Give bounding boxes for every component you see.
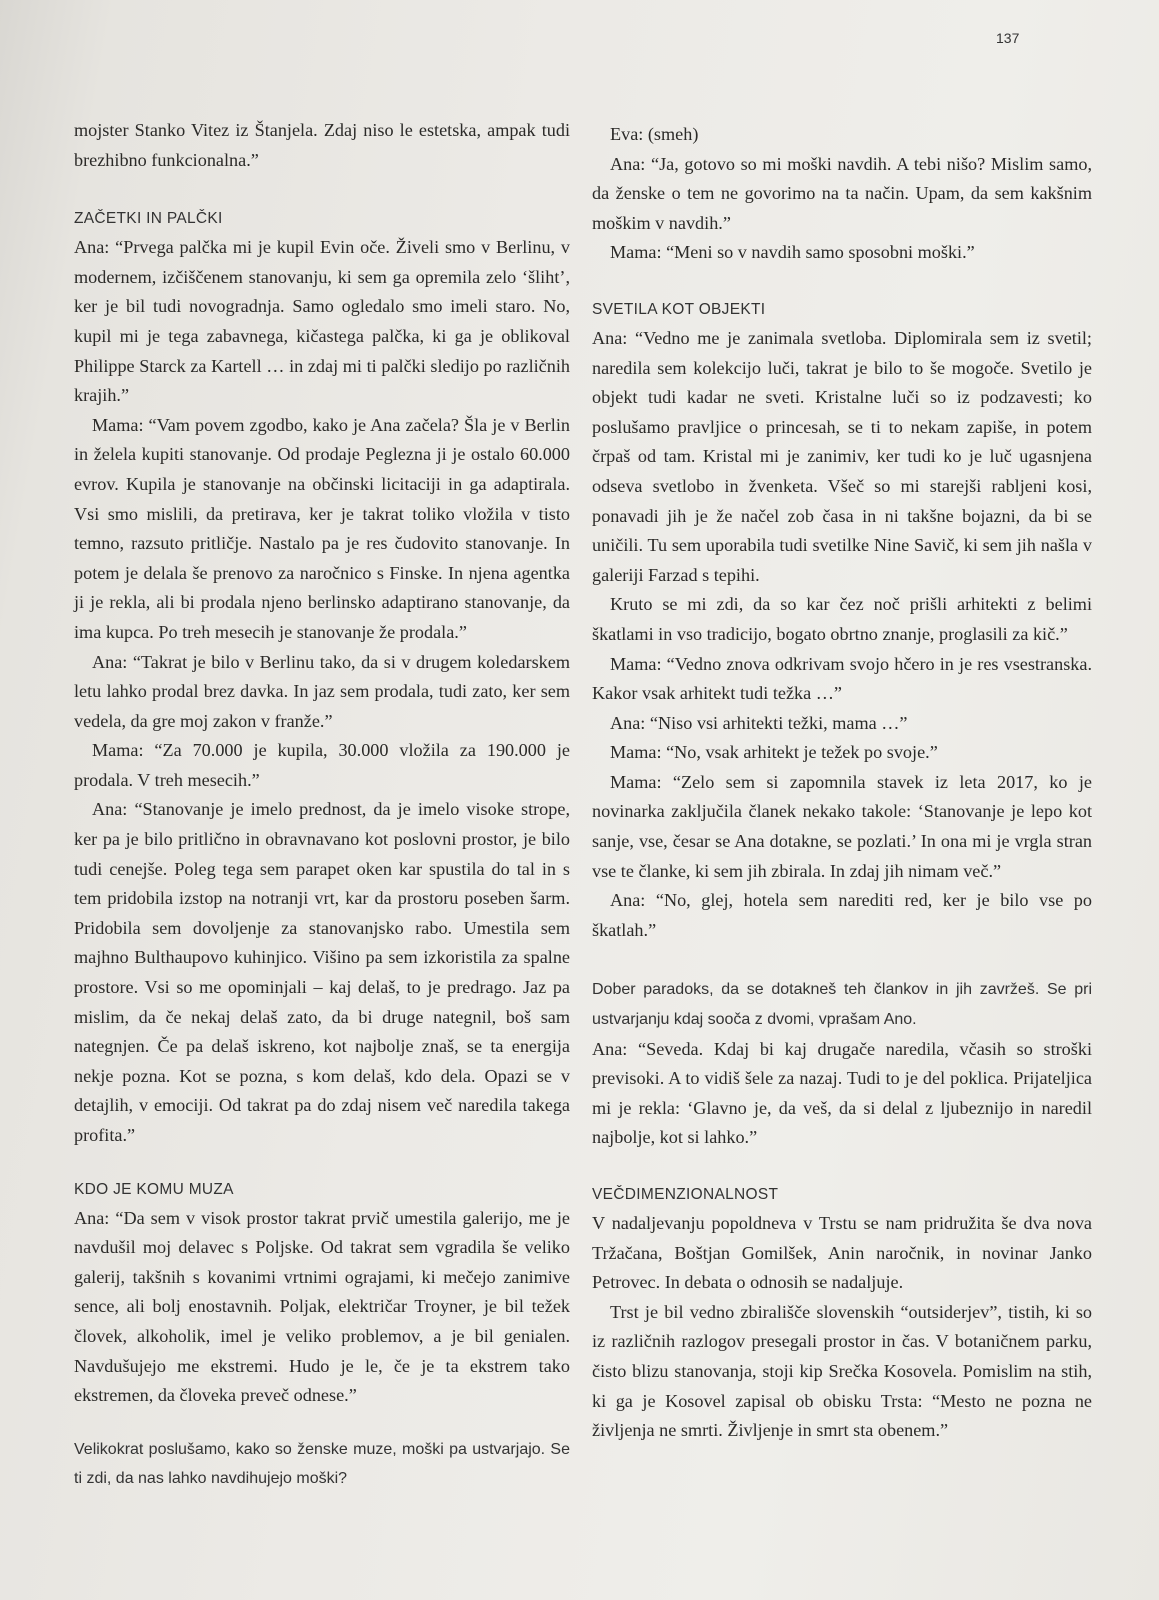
paragraph: Trst je bil vedno zbirališče slovenskih “outsiderjev”, tistih, ki so iz različnih razlogov presegali prostor in čas. V botaničnem parku, čisto blizu stanovanja, stoji kip Srečka Kosovela. Pomislim na stih, ki ga je Kosovel zapisal ob obisku Trsta: “Mesto ne pozna ne življenja ne smrti. Življenje in smrt sta obenem.” bbox=[592, 1301, 1092, 1441]
interview-question: Dober paradoks, da se dotakneš teh člankov in jih zavržeš. Se pri ustvarjanju kdaj sooča z dvomi, vprašam Ano. bbox=[592, 981, 1092, 1029]
page-number: 137 bbox=[996, 30, 1020, 46]
paragraph: Mama: “No, vsak arhitekt je težek po svoje.” bbox=[610, 742, 938, 763]
paragraph: Ana: “Niso vsi arhitekti težki, mama …” bbox=[610, 712, 908, 733]
paragraph: Ana: “Vedno me je zanimala svetloba. Diplomirala sem iz svetil; naredila sem kolekcijo luči, takrat je bilo to še mogoče. Svetilo je objekt tudi kadar ne sveti. Kristalne luči so iz podzavesti; ko poslušamo pravljice o princesah, se ti to nekam zapiše, in potem črpaš od tam. Kristal mi je zanimiv, ker tudi ko je luč ugasnjena odseva svetlobo in žvenketa. Všeč so mi starejši rabljeni kosi, ponavadi jih je že načel zob časa in ni takšne bojazni, da bi se uničili. Tu sem uporabila tudi svetilke Nine Savič, ki sem jih našla v galeriji Farzad s tepihi. bbox=[592, 327, 1092, 585]
paragraph: Mama: “Vam povem zgodbo, kako je Ana začela? Šla je v Berlin in želela kupiti stanovanje. Od prodaje Peglezna ji je ostalo 60.000 evrov. Kupila je stanovanje na občinski licitaciji in ga adaptirala. Vsi smo mislili, da pretirava, ker je takrat toliko vložila v tisto temno, razsuto pritličje. Nastalo pa je res čudovito stanovanje. In potem je delala še prenovo za naročnico s Finske. In njena agentka ji je rekla, ali bi prodala njeno berlinsko adaptirano stanovanje, da ima kupca. Po treh mesecih je stanovanje že prodala.” bbox=[74, 414, 570, 642]
interview-question: Velikokrat poslušamo, kako so ženske muze, moški pa ustvarjajo. Se ti zdi, da nas lahko navdihujejo moški? bbox=[74, 1440, 570, 1488]
paragraph: Mama: “Za 70.000 je kupila, 30.000 vložila za 190.000 je prodala. V treh mesecih.” bbox=[74, 740, 570, 790]
section-heading: VEČDIMENZIONALNOST bbox=[592, 1186, 779, 1203]
paragraph: Ana: “No, glej, hotela sem narediti red, ker je bilo vse po škatlah.” bbox=[592, 890, 1092, 940]
section-heading: KDO JE KOMU MUZA bbox=[74, 1180, 234, 1198]
section-heading: SVETILA KOT OBJEKTI bbox=[592, 300, 766, 318]
paragraph: Mama: “Zelo sem si zapomnila stavek iz leta 2017, ko je novinarka zaključila članek nekako takole: ‘Stanovanje je lepo kot sanje, vse, česar se Ana dotakne, se pozlati.’ In ona mi je vrgla stran vse te članke, ki sem jih zbirala. In zdaj jih nimam več.” bbox=[592, 771, 1092, 881]
paragraph: Mama: “Meni so v navdih samo sposobni moški.” bbox=[610, 242, 975, 263]
paragraph: Ana: “Seveda. Kdaj bi kaj drugače naredila, včasih so stroški previsoki. A to vidiš šele za nazaj. Tudi to je del poklica. Prijateljica mi je rekla: ‘Glavno je, da veš, da si delal z ljubeznijo in naredil najbolje, kot si lahko.” bbox=[592, 1038, 1092, 1148]
section-heading: ZAČETKI IN PALČKI bbox=[74, 210, 223, 228]
right-column bbox=[592, 120, 1092, 1446]
paragraph: V nadaljevanju popoldneva v Trstu se nam pridružita še dva nova Tržačana, Boštjan Gomilšek, Anin naročnik, in novinar Janko Petrovec. In debata o odnosih se nadaljuje. bbox=[592, 1213, 1092, 1293]
paragraph: mojster Stanko Vitez iz Štanjela. Zdaj niso le estetska, ampak tudi brezhibno funkcionalna.” bbox=[74, 120, 570, 170]
paragraph: Ana: “Prvega palčka mi je kupil Evin oče. Živeli smo v Berlinu, v modernem, izčiščenem stanovanju, ki sem ga opremila zelo ‘šliht’, ker je bil tudi novogradnja. Samo ogledalo smo imeli staro. No, kupil mi je tega zabavnega, kičastega palčka, ki ga je oblikoval Philippe Starck za Kartell … in zdaj mi ti palčki sledijo po različnih krajih.” bbox=[74, 237, 570, 406]
paragraph: Eva: (smeh) bbox=[610, 124, 699, 144]
paragraph: Ana: “Stanovanje je imelo prednost, da je imelo visoke strope, ker pa je bilo pritlično in obravnavano kot poslovni prostor, je bilo tudi cenejše. Poleg tega sem parapet oken kar spustila do tal in s tem pridobila izstop na notranji vrt, kar da prostoru poseben šarm. Pridobila sem dovoljenje za stanovanjsko rabo. Umestila sem majhno Bulthaupovo kuhinjico. Višino pa sem izkoristila za spalne prostore. Vsi so me opominjali – kaj delaš, to je predrago. Jaz pa mislim, da če nekaj delaš zato, da bi druge nategnil, boš sam nategnjen. Če pa delaš iskreno, kot najbolje znaš, se ta energija nekje pozna. Kot se pozna, s kom delaš, kdo dela. Opazi se v detajlih, v emociji. Od takrat pa do zdaj nisem več naredila takega profita.” bbox=[74, 799, 570, 1145]
left-column bbox=[74, 116, 570, 1494]
paragraph: Ana: “Takrat je bilo v Berlinu tako, da si v drugem koledarskem letu lahko prodal brez davka. In jaz sem prodala, tudi zato, ker sem vedela, da gre moj zakon v franže.” bbox=[74, 651, 570, 731]
paragraph: Ana: “Ja, gotovo so mi moški navdih. A tebi nišo? Mislim samo, da ženske o tem ne govorimo na ta način. Upam, da sem kakšnim moškim v navdih.” bbox=[592, 153, 1092, 233]
paragraph: Kruto se mi zdi, da so kar čez noč prišli arhitekti z belimi škatlami in vso tradicijo, bogato obrtno znanje, proglasili za kič.” bbox=[592, 594, 1092, 644]
paragraph: Ana: “Da sem v visok prostor takrat prvič umestila galerijo, me je navdušil moj delavec s Poljske. Od takrat sem vgradila še veliko galerij, takšnih s kovanimi vrtnimi ograjami, ki mečejo zanimive sence, ali bolj enostavnih. Poljak, električar Troyner, je bil težek človek, alkoholik, imel je veliko problemov, a je bil genialen. Navdušujejo me ekstremi. Hudo je le, če je ta ekstrem tako ekstremen, da človeka preveč odnese.” bbox=[74, 1207, 570, 1406]
paragraph: Mama: “Vedno znova odkrivam svojo hčero in je res vsestranska. Kakor vsak arhitekt tudi težka …” bbox=[592, 653, 1092, 704]
